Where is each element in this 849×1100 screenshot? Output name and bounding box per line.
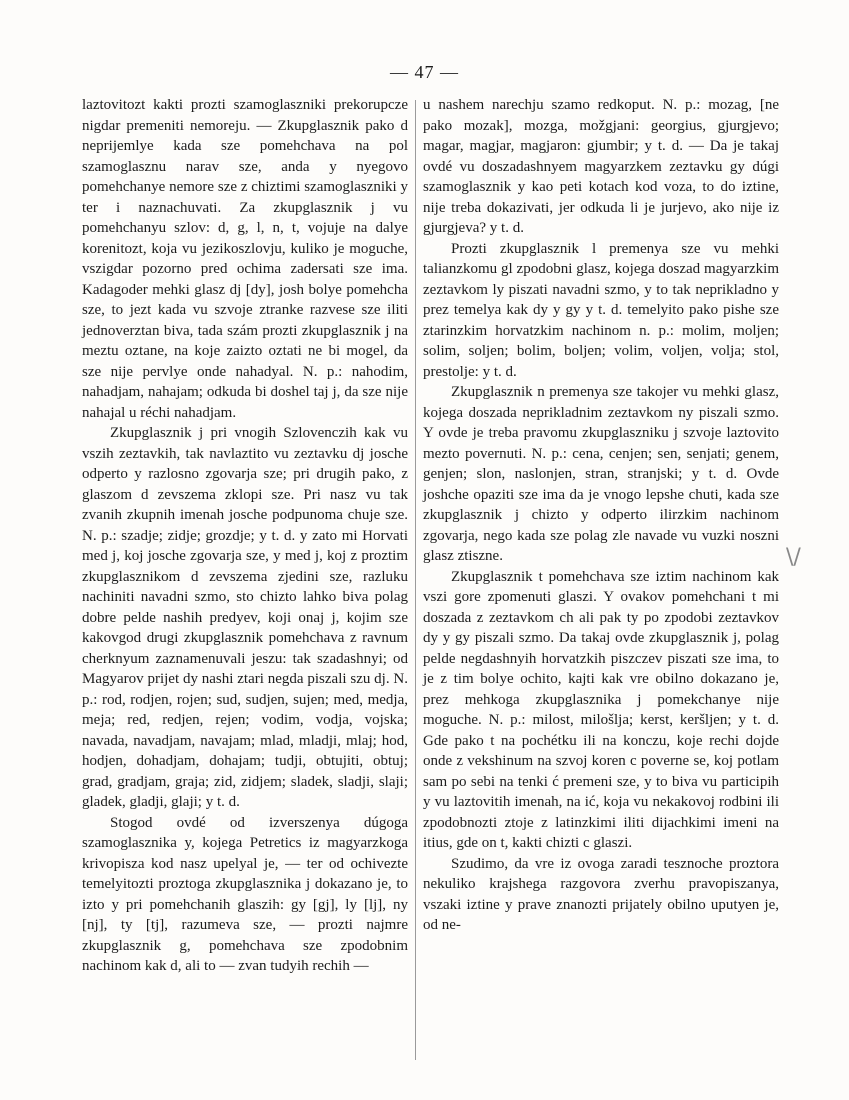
paragraph: Szudimo, da vre iz ovoga zaradi tesznoche proztora nekuliko krajshega razgovora zverhu pravopiszanya, vszaki iztine y prave znanozti prijately obilno uputyen je, od ne- — [423, 855, 779, 933]
column-divider — [415, 100, 416, 1060]
paragraph: Stogod ovdé od izverszenya dúgoga szamoglasznika y, kojega Petretics iz magyarzkoga krivopisza kod nasz upelyal je, — ter od ochivezte temelyitozti proztoga zkupglasznika j dokazano je, to izto y pri pomehchanih glaszih: gy [gj], ly [lj], ny [nj], ty [tj], razumeva sze, — prozti najmre zkupglasznik g, pomehchava sze zpodobnim nachinom kak d, ali to — zvan tudyih rechih — — [82, 814, 408, 974]
paragraph: laztovitozt kakti prozti szamoglaszniki prekorupcze nigdar premeniti nemoreju. — Zkupglasznik pako d neprijemlye kada sze pomehchava na pol szamoglasznu narav sze, anda y nyegovo pomehchanye nemore sze z chiztimi szamoglaszniki y ter i naznachuvati. Za zkupglasznik j vu pomehchanyu szlov: d, g, l, n, t, vojuje na dalye korenitozt, koja vu jezikoszlovju, kuliko je moguche, vszigdar pozorno pred ochima zadersati sze ima. Kadagoder mehki glasz dj [dy], josh bolye pomehcha sze, to jezt kada vu szvoje ztranke razvesе sze iliti jednoverztan biva, tada szám prozti zkupglasznik j na meztu oztane, na koje zaizto oztati ne bi mogel, da sze nije pervlye onde nahadyal. N. p.: nahodim, nahadjam, nahajam; odkuda bi doshel taj j, da sze nije nahajal u réchi nahadjam. — [82, 97, 408, 421]
page-number: — 47 — — [390, 62, 459, 82]
paragraph: u nashem narechju szamo redkoput. N. p.: mozag, [ne pako mozak], mozga, možgjani: georgius, gjurgjevo; magar, magjar, magjaron: gjumbir; y t. d. — Da je takaj ovdé vu doszadashnyem magyarzkem zeztavku gy dúgi szamoglasznik y kao peti kotach kod voza, to do iztine, nije treba dokazivati, jer odkuda li je jurjevo, ako nije iz gjurgjeva? y t. d. — [423, 97, 779, 236]
right-text-column — [423, 95, 779, 936]
paragraph: Prozti zkupglasznik l premenya sze vu mehki talianzkomu gl zpodobni glasz, kojega doszad magyarzkim zeztavkom ly piszati navadni szmo, y to tak nepriklаdno y prez temelya kak dy y gy y t. d. temelyito pako pishe sze ztarinzkim horvatzkim nachinom n. p.: molim, moljen; solim, soljen; bolim, boljen; volim, voljen, volja; stol, prestolje: y t. d. — [423, 240, 779, 380]
paragraph: Zkupglasznik j pri vnogih Szlovenczih kak vu vszih zeztavkih, tak navlaztito vu zeztavku dj josche odperto y razlosno zgovarja sze; pri drugih pako, z glaszom d zevszema zklopi sze. Pri nasz vu tak zvanih zkupnih imenah josche podpunoma chuje sze. N. p.: szadje; zidje; grozdje; y t. d. y zato mi Horvati med j, koj josche zgovarja sze, y med j, koj z proztim zkupglasznikom d zevszema zjedini sze, razluku nachiniti navadni szmo, sto chizto lahko biva polag dobre pelde nashih predyev, koji onaj j, kojim sze kakovgod drugi zkupglasznik pomehchava z ravnum cherknyum zaznamenuvali jeszu: tak szadashnyi; od Magyarov prijet dy nashi ztari negda piszali szu dj. N. p.: rod, rodjen, rojen; sud, sudjen, sujen; med, medja, meja; red, redjen, rejen; vodim, vodja, vojska; navada, navadjam, navajam; mlad, mladji, mlaj; hod, hodjen, dohadjam, dohajam; tudji, obtujiti, obtuj; grad, gradjam, graja; zid, zidjem; sladek, sladji, slaji; gladek, gladji, glaji; y t. d. — [82, 425, 408, 810]
paragraph: Zkupglasznik n premenya sze takojer vu mehki glasz, kojega doszada neprikladnim zeztavkom ny piszali szmo. Y ovde je treba pravomu zkupglaszniku j szvoje laztovito mezto povernuti. N. p.: cena, cenjen; sen, senjati; genem, genjen; slon, naslonjen, stran, stranjski; y t. d. Ovde joshche opaziti sze ima da je vnogo lepshe chuti, kada sze zkupglasznik j chizto y odperto ilirzkim nachinom zgovarja, nego kada sze polag zle navade vu vuzki noszni glasz ztiszne. — [423, 384, 779, 564]
left-text-column — [82, 95, 408, 977]
margin-checkmark: \/ — [786, 545, 801, 570]
paragraph: Zkupglasznik t pomehchava sze iztim nachinom kak vszi gore zpomenuti glaszi. Y ovakov pomehchani t mi doszada z zeztavkom ch ali pak ty po zpodobi zeztavkov dy y gy piszali szmo. Da takaj ovde zkupglasznik j, polag pelde negdashnyih horvatzkih piszczev piszati sze ima, to je z tim bolye ochito, kajti kak vre obilno dokazano je, prez mehkoga zkupglasznika j pomekchanye nije moguche. N. p.: milost, milošlja; kerst, keršljen; y t. d. Gde pako t na pochétku ili na konczu, koje rechi dojde onde z vekshinum na szvoj koren c poverne se, koj potlam sam po sebi na tenki ć premeni sze, y to biva vu participih y vu laztovitih imenah, na ić, koja vu nekakovoj rodbini ili zpodobnozti ztoje z latinzkimi iliti dijachkimi imeni na itius, gde on t, kakti chizti c glaszi. — [423, 568, 779, 851]
